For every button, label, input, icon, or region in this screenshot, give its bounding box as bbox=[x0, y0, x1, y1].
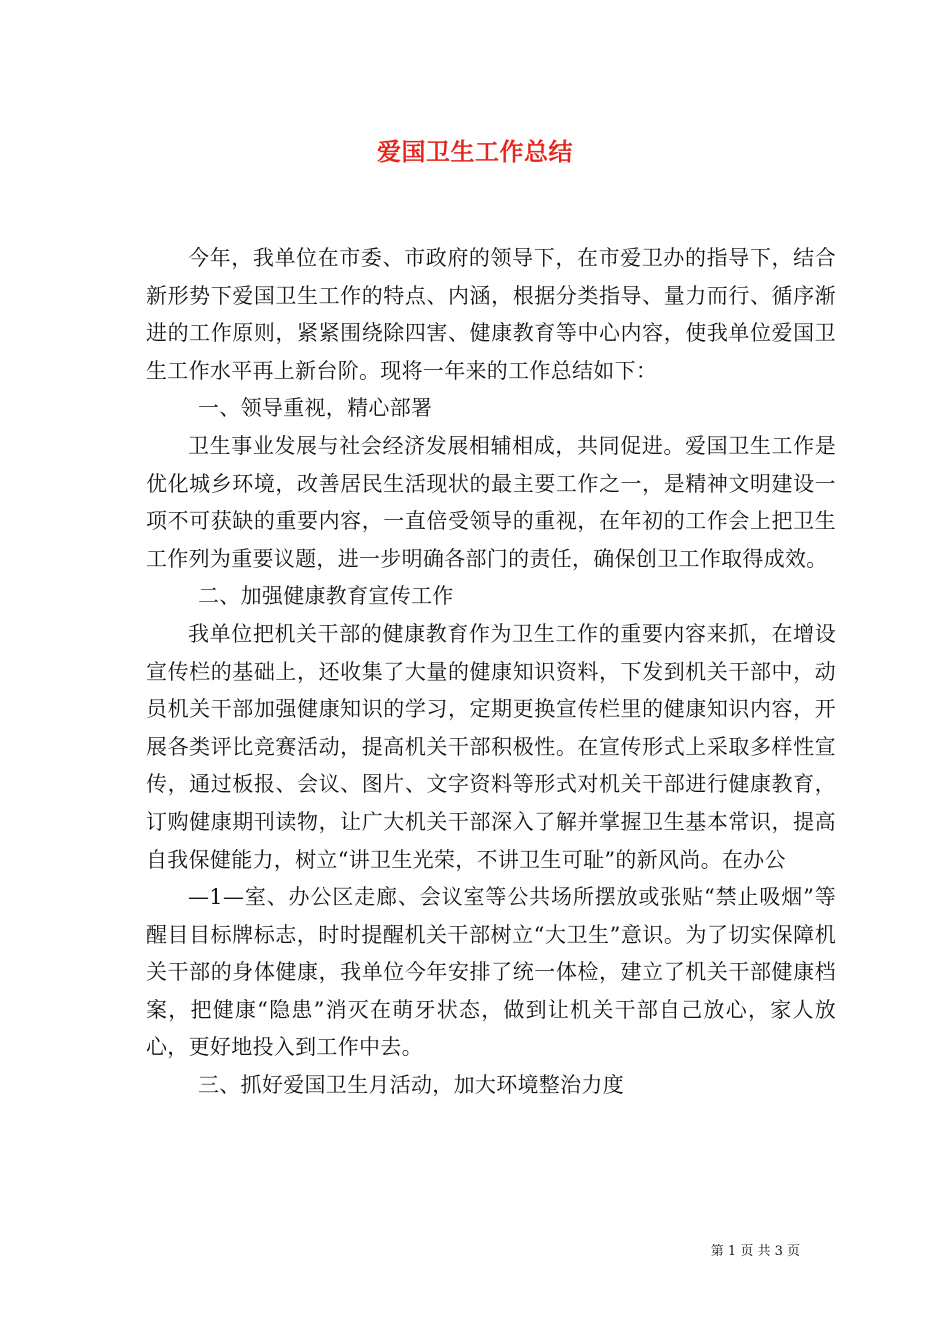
intro-paragraph: 今年，我单位在市委、市政府的领导下，在市爱卫办的指导下，结合新形势下爱国卫生工作的特点、内涵，根据分类指导、量力而行、循序渐进的工作原则，紧紧围绕除四害、健康教育等中心内容，使我单位爱国卫生工作水平再上新台阶。现将一年来的工作总结如下： bbox=[146, 246, 836, 383]
section-heading-3: 三、抓好爱国卫生月活动，加大环境整治力度 bbox=[198, 1073, 624, 1098]
section-2-paragraph-continued: —1—室、办公区走廊、会议室等公共场所摆放或张贴“禁止吸烟”等醒目目标牌标志，时时提醒机关干部树立“大卫生”意识。为了切实保障机关干部的身体健康，我单位今年安排了统一体检，建立了机关干部健康档案，把健康“隐患”消灭在萌牙状态，做到让机关干部自己放心，家人放心，更好地投入到工作中去。 bbox=[146, 885, 836, 1060]
document-title: 爱国卫生工作总结 bbox=[377, 137, 573, 166]
document-body bbox=[146, 240, 836, 1105]
section-heading-2: 二、加强健康教育宣传工作 bbox=[198, 584, 454, 609]
section-2-paragraph: 我单位把机关干部的健康教育作为卫生工作的重要内容来抓，在增设宣传栏的基础上，还收集了大量的健康知识资料，下发到机关干部中，动员机关干部加强健康知识的学习，定期更换宣传栏里的健康知识内容，开展各类评比竞赛活动，提高机关干部积极性。在宣传形式上采取多样性宣传，通过板报、会议、图片、文字资料等形式对机关干部进行健康教育，订购健康期刊读物，让广大机关干部深入了解并掌握卫生基本常识，提高自我保健能力，树立“讲卫生光荣，不讲卫生可耻”的新风尚。在办公 bbox=[146, 621, 836, 872]
section-heading-1: 一、领导重视，精心部署 bbox=[198, 396, 433, 421]
page-number-footer: 第 1 页 共 3 页 bbox=[710, 1244, 800, 1259]
section-1-paragraph: 卫生事业发展与社会经济发展相辅相成，共同促进。爱国卫生工作是优化城乡环境，改善居民生活现状的最主要工作之一，是精神文明建设一项不可获缺的重要内容，一直倍受领导的重视，在年初的工作会上把卫生工作列为重要议题，进一步明确各部门的责任，确保创卫工作取得成效。 bbox=[146, 433, 836, 571]
